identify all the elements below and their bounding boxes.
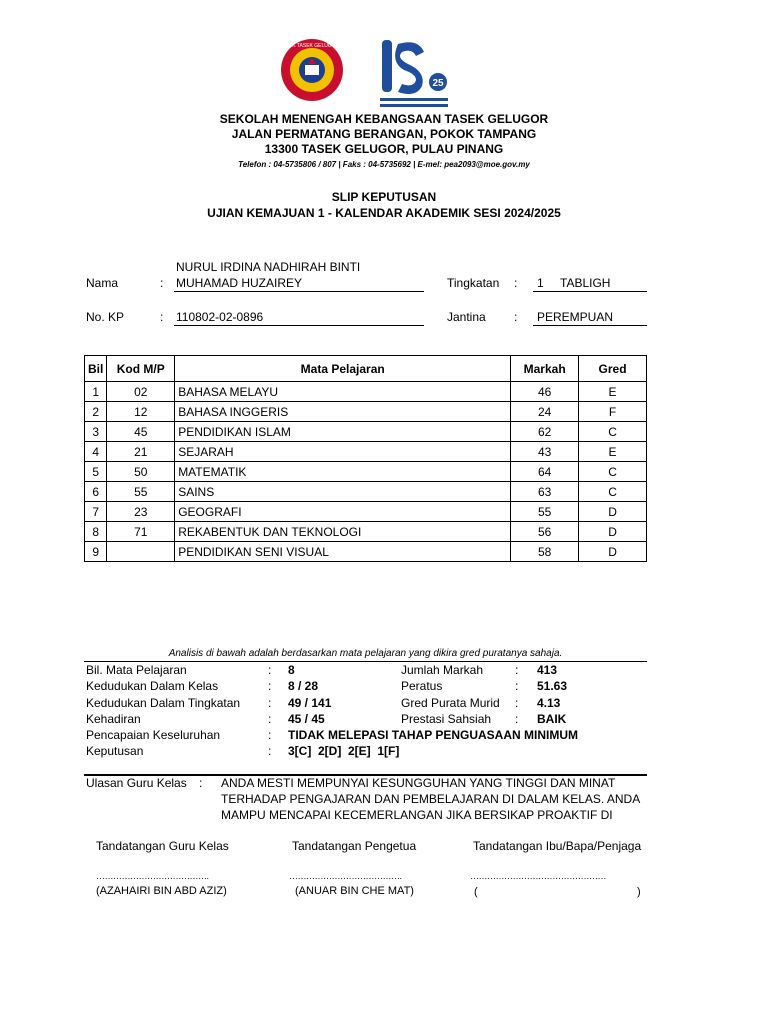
table-row bbox=[85, 462, 647, 482]
cell-subject: SAINS bbox=[175, 482, 511, 502]
sahsiah-label: Prestasi Sahsiah bbox=[401, 712, 492, 726]
cell-kod: 02 bbox=[107, 382, 175, 402]
school-name: SEKOLAH MENENGAH KEBANGSAAN TASEK GELUGOR bbox=[219, 112, 549, 126]
table-row bbox=[85, 502, 647, 522]
kehadiran-label: Kehadiran bbox=[86, 712, 141, 726]
cell-markah: 62 bbox=[511, 422, 579, 442]
jantina-colon: : bbox=[514, 310, 518, 324]
kedudukan-tingkatan-label: Kedudukan Dalam Tingkatan bbox=[86, 696, 241, 710]
tingkatan-number: 1 bbox=[537, 276, 544, 290]
slip-subtitle: UJIAN KEMAJUAN 1 - KALENDAR AKADEMIK SESI 2024/2025 bbox=[207, 206, 561, 220]
cell-subject: REKABENTUK DAN TEKNOLOGI bbox=[175, 522, 511, 542]
table-row bbox=[85, 542, 647, 562]
cell-subject: GEOGRAFI bbox=[175, 502, 511, 522]
kedudukan-kelas-value: 8 / 28 bbox=[288, 679, 319, 693]
cell-kod: 23 bbox=[107, 502, 175, 522]
tingkatan-label: Tingkatan bbox=[447, 276, 500, 290]
kp-label: No. KP bbox=[86, 310, 125, 324]
table-row bbox=[85, 402, 647, 422]
cell-bil: 8 bbox=[85, 522, 107, 542]
logo1-text: SMK TASEK GELUGOR bbox=[284, 43, 340, 49]
sign-guru-dots: …………………………………. bbox=[96, 871, 209, 881]
header-markah: Markah bbox=[511, 356, 579, 382]
kp-colon: : bbox=[160, 310, 164, 324]
cell-bil: 9 bbox=[85, 542, 107, 562]
sign-penjaga-dots: ………………………………………… bbox=[470, 871, 606, 881]
cell-kod: 50 bbox=[107, 462, 175, 482]
cell-bil: 5 bbox=[85, 462, 107, 482]
school-address-line2: 13300 TASEK GELUGOR, PULAU PINANG bbox=[264, 142, 504, 156]
anniversary-logo bbox=[378, 38, 450, 110]
ulasan-colon: : bbox=[199, 776, 203, 790]
table-row bbox=[85, 522, 647, 542]
cell-gred: C bbox=[579, 422, 647, 442]
cell-markah: 24 bbox=[511, 402, 579, 422]
cell-subject: BAHASA MELAYU bbox=[175, 382, 511, 402]
keputusan-value: 3[C] 2[D] 2[E] 1[F] bbox=[288, 744, 400, 758]
gred-purata-colon: : bbox=[515, 696, 519, 710]
cell-subject: BAHASA INGGERIS bbox=[175, 402, 511, 422]
jumlah-markah-colon: : bbox=[515, 663, 519, 677]
pencapaian-colon: : bbox=[268, 728, 272, 742]
analysis-note: Analisis di bawah adalah berdasarkan mata pelajaran yang dikira gred puratanya sahaja. bbox=[168, 648, 563, 659]
cell-bil: 7 bbox=[85, 502, 107, 522]
bil-mp-label: Bil. Mata Pelajaran bbox=[86, 663, 187, 677]
jantina-label: Jantina bbox=[447, 310, 486, 324]
sign-pengetua-dots: …………………………………. bbox=[289, 871, 402, 881]
cell-kod: 21 bbox=[107, 442, 175, 462]
cell-gred: D bbox=[579, 522, 647, 542]
kedudukan-kelas-colon: : bbox=[268, 679, 272, 693]
cell-gred: E bbox=[579, 382, 647, 402]
cell-kod: 45 bbox=[107, 422, 175, 442]
cell-markah: 56 bbox=[511, 522, 579, 542]
cell-markah: 55 bbox=[511, 502, 579, 522]
ulasan-line1: ANDA MESTI MEMPUNYAI KESUNGGUHAN YANG TINGGI DAN MINAT bbox=[221, 776, 616, 790]
cell-kod: 12 bbox=[107, 402, 175, 422]
table-row bbox=[85, 442, 647, 462]
sahsiah-colon: : bbox=[515, 712, 519, 726]
cell-bil: 6 bbox=[85, 482, 107, 502]
sign-guru-name: (AZAHAIRI BIN ABD AZIZ) bbox=[96, 885, 227, 897]
analysis-divider bbox=[84, 661, 647, 662]
cell-gred: D bbox=[579, 542, 647, 562]
sign-guru-label: Tandatangan Guru Kelas bbox=[96, 839, 229, 853]
pencapaian-value: TIDAK MELEPASI TAHAP PENGUASAAN MINIMUM bbox=[288, 728, 579, 742]
name-line2: MUHAMAD HUZAIREY bbox=[174, 276, 424, 292]
jantina-value: PEREMPUAN bbox=[533, 310, 647, 326]
kedudukan-tingkatan-colon: : bbox=[268, 696, 272, 710]
kp-value: 110802-02-0896 bbox=[174, 310, 424, 326]
pencapaian-label: Pencapaian Keseluruhan bbox=[86, 728, 221, 742]
kedudukan-tingkatan-value: 49 / 141 bbox=[288, 696, 332, 710]
cell-subject: PENDIDIKAN ISLAM bbox=[175, 422, 511, 442]
cell-gred: E bbox=[579, 442, 647, 462]
slip-title: SLIP KEPUTUSAN bbox=[331, 190, 437, 204]
cell-markah: 63 bbox=[511, 482, 579, 502]
cell-bil: 2 bbox=[85, 402, 107, 422]
cell-subject: MATEMATIK bbox=[175, 462, 511, 482]
cell-subject: PENDIDIKAN SENI VISUAL bbox=[175, 542, 511, 562]
cell-gred: C bbox=[579, 462, 647, 482]
jumlah-markah-value: 413 bbox=[537, 663, 558, 677]
cell-gred: C bbox=[579, 482, 647, 502]
jumlah-markah-label: Jumlah Markah bbox=[401, 663, 484, 677]
school-crest-logo bbox=[280, 38, 344, 102]
school-address-line1: JALAN PERMATANG BERANGAN, POKOK TAMPANG bbox=[231, 127, 537, 141]
sign-penjaga-close: ) bbox=[637, 886, 641, 898]
sign-pengetua-name: (ANUAR BIN CHE MAT) bbox=[295, 885, 414, 897]
kedudukan-kelas-label: Kedudukan Dalam Kelas bbox=[86, 679, 219, 693]
cell-bil: 4 bbox=[85, 442, 107, 462]
cell-markah: 58 bbox=[511, 542, 579, 562]
peratus-colon: : bbox=[515, 679, 519, 693]
bil-mp-value: 8 bbox=[288, 663, 295, 677]
ulasan-label: Ulasan Guru Kelas bbox=[86, 776, 187, 790]
header-kod: Kod M/P bbox=[107, 356, 175, 382]
ulasan-line2: TERHADAP PENGAJARAN DAN PEMBELAJARAN DI DALAM KELAS. ANDA bbox=[221, 792, 641, 806]
header-bil: Bil bbox=[85, 356, 107, 382]
kehadiran-colon: : bbox=[268, 712, 272, 726]
kehadiran-value: 45 / 45 bbox=[288, 712, 325, 726]
cell-kod: 55 bbox=[107, 482, 175, 502]
cell-gred: F bbox=[579, 402, 647, 422]
school-contact: Telefon : 04-5735806 / 807 | Faks : 04-5735692 | E-mel: pea2093@moe.gov.my bbox=[238, 160, 530, 169]
cell-markah: 43 bbox=[511, 442, 579, 462]
cell-gred: D bbox=[579, 502, 647, 522]
name-label: Nama bbox=[86, 276, 119, 290]
sign-pengetua-label: Tandatangan Pengetua bbox=[292, 839, 417, 853]
table-header-row bbox=[85, 356, 647, 382]
cell-kod bbox=[107, 542, 175, 562]
header-gred: Gred bbox=[579, 356, 647, 382]
table-row bbox=[85, 382, 647, 402]
tingkatan-field bbox=[533, 276, 647, 292]
results-table bbox=[84, 355, 647, 562]
bil-mp-colon: : bbox=[268, 663, 272, 677]
keputusan-colon: : bbox=[268, 744, 272, 758]
sign-penjaga-open: ( bbox=[474, 886, 478, 898]
tingkatan-class: TABLIGH bbox=[560, 276, 611, 290]
table-row bbox=[85, 482, 647, 502]
sign-penjaga-label: Tandatangan Ibu/Bapa/Penjaga bbox=[473, 839, 642, 853]
peratus-value: 51.63 bbox=[537, 679, 568, 693]
keputusan-label: Keputusan bbox=[86, 744, 144, 758]
cell-subject: SEJARAH bbox=[175, 442, 511, 462]
table-row bbox=[85, 422, 647, 442]
name-line1: NURUL IRDINA NADHIRAH BINTI bbox=[176, 260, 361, 274]
header-mata-pelajaran: Mata Pelajaran bbox=[175, 356, 511, 382]
gred-purata-value: 4.13 bbox=[537, 696, 561, 710]
tingkatan-colon: : bbox=[514, 276, 518, 290]
cell-bil: 1 bbox=[85, 382, 107, 402]
cell-bil: 3 bbox=[85, 422, 107, 442]
cell-markah: 64 bbox=[511, 462, 579, 482]
cell-kod: 71 bbox=[107, 522, 175, 542]
sahsiah-value: BAIK bbox=[537, 712, 567, 726]
cell-markah: 46 bbox=[511, 382, 579, 402]
name-colon: : bbox=[160, 276, 164, 290]
peratus-label: Peratus bbox=[401, 679, 443, 693]
logo2-number: 25 bbox=[432, 78, 444, 89]
ulasan-line3: MAMPU MENCAPAI KECEMERLANGAN JIKA BERSIKAP PROAKTIF DI bbox=[221, 808, 613, 822]
gred-purata-label: Gred Purata Murid bbox=[401, 696, 500, 710]
